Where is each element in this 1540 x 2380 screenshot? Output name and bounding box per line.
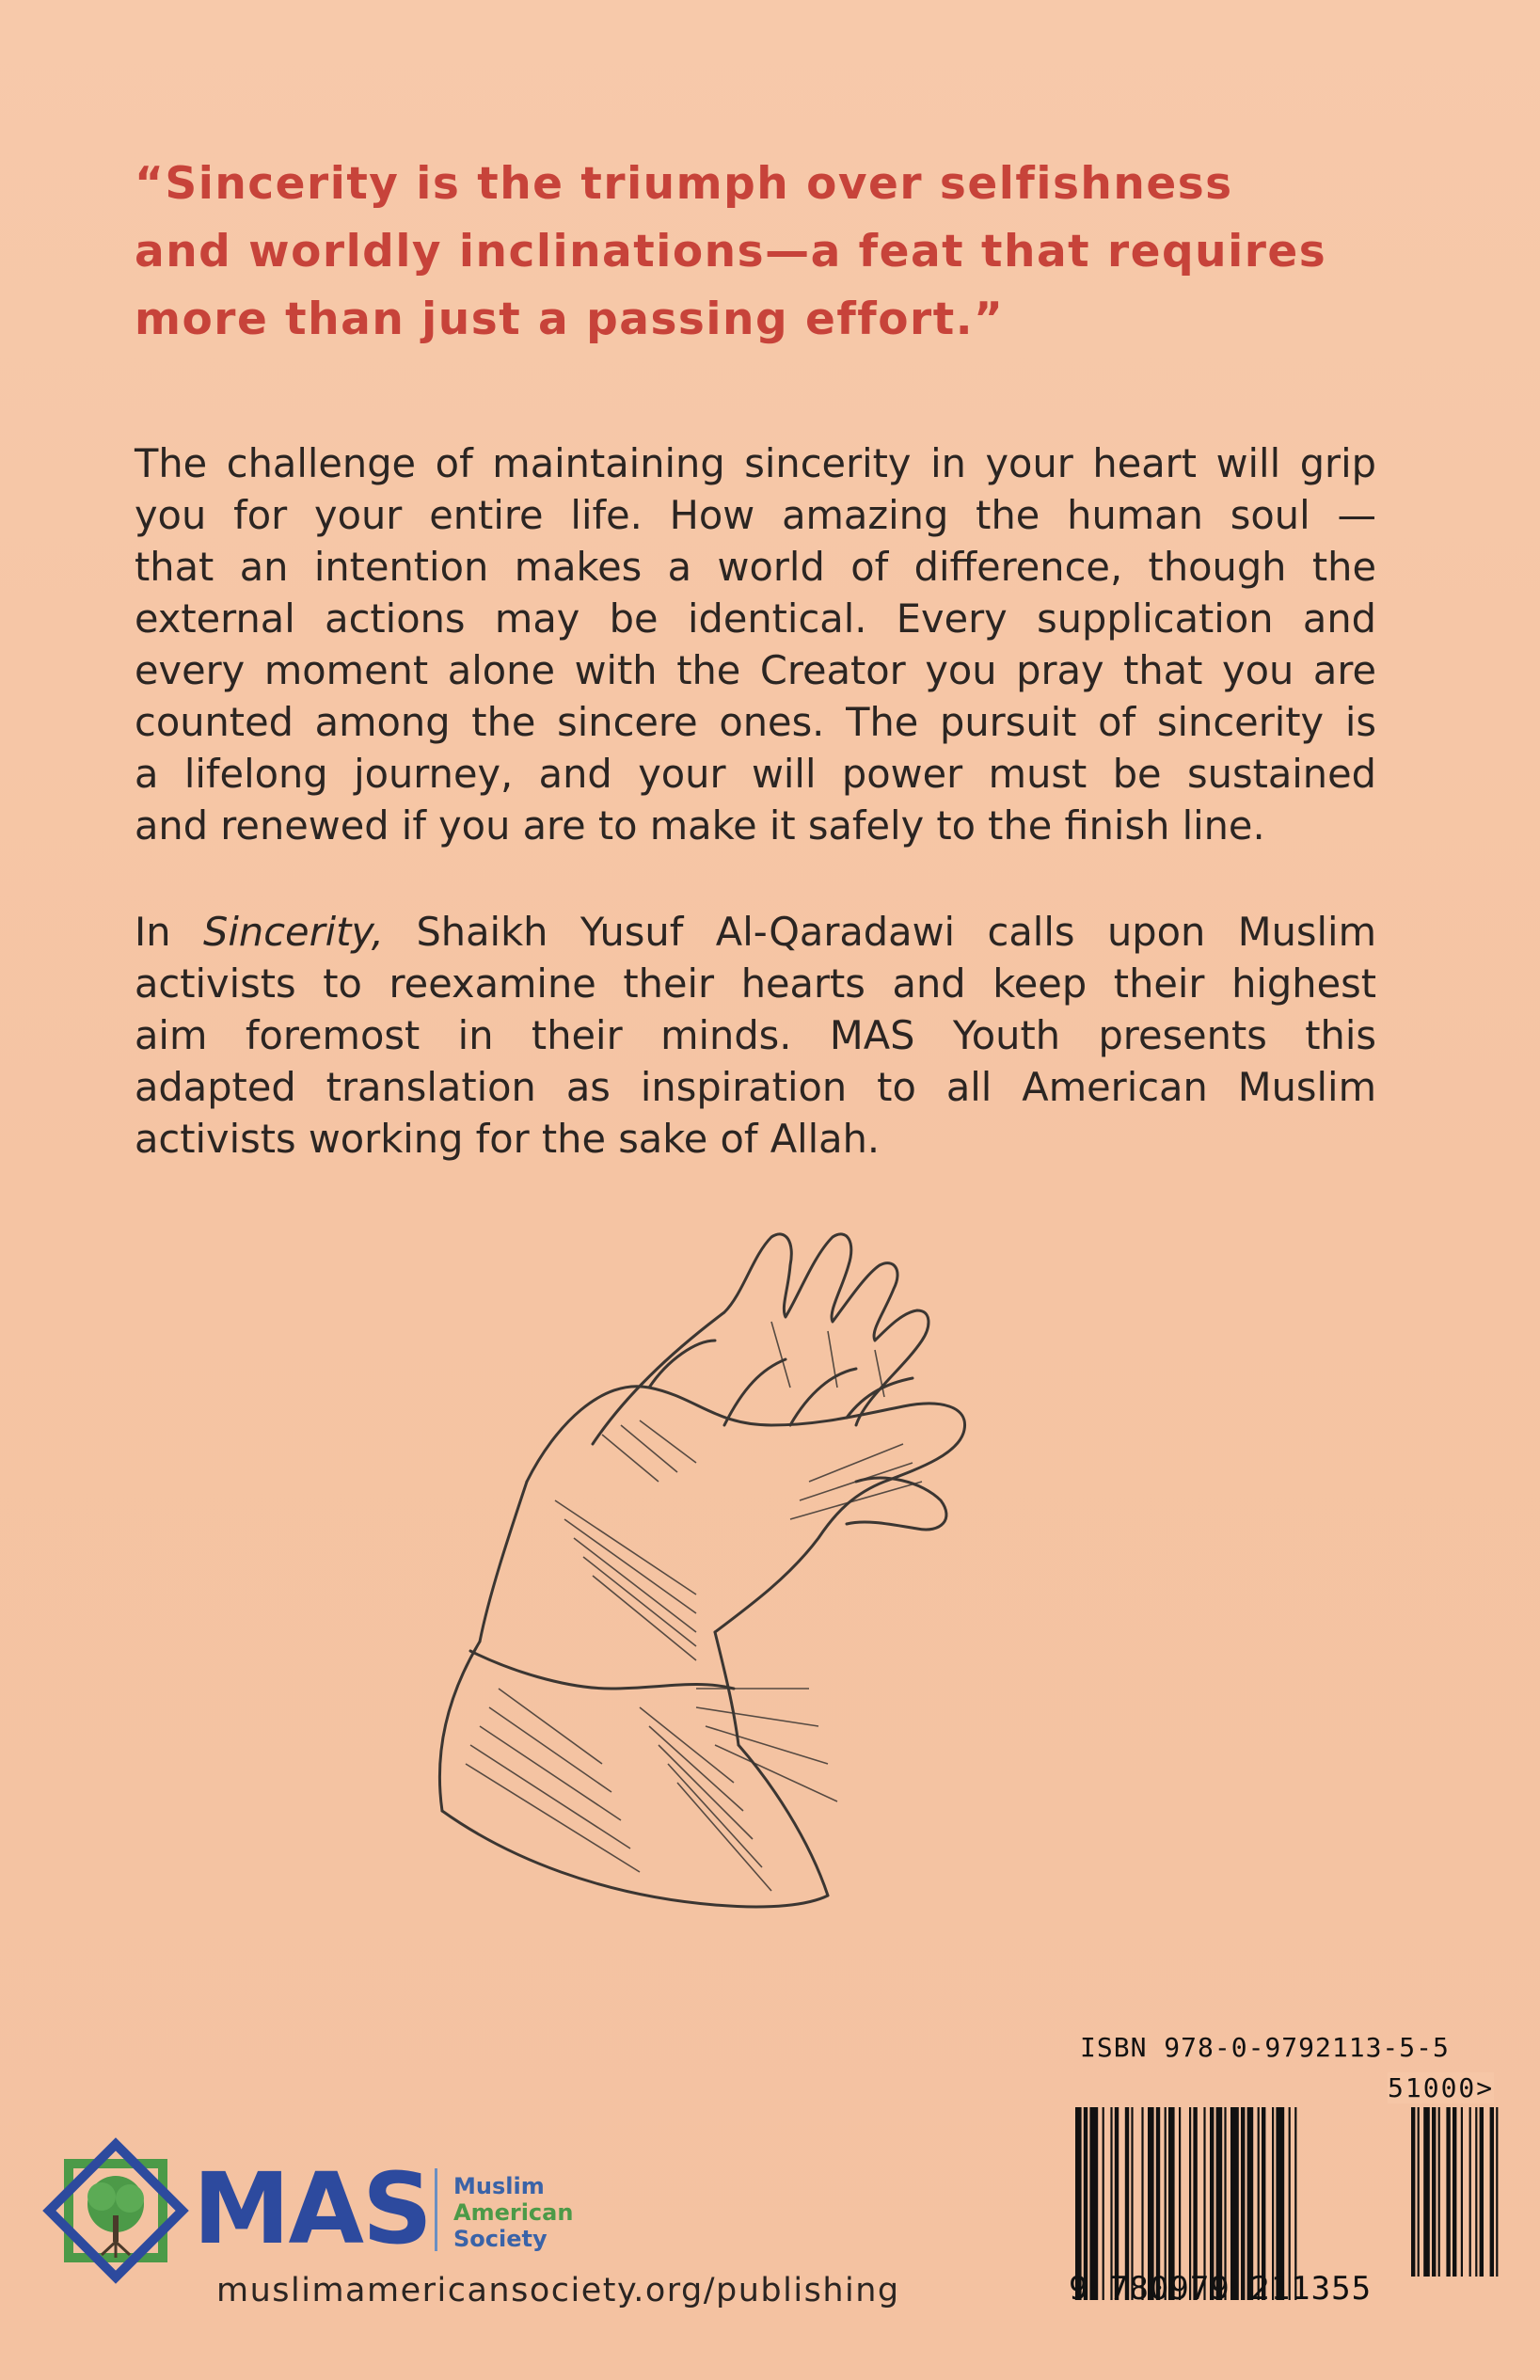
- paragraph-line: and renewed if you are to make it safely to the finish line.: [135, 802, 1265, 849]
- barcode-bar: [1438, 2107, 1440, 2277]
- barcode-bar: [1461, 2107, 1463, 2277]
- barcode-bar: [1453, 2107, 1456, 2277]
- paragraph-line: external actions may be identical. Every supplication and: [135, 595, 1376, 642]
- barcode-bar: [1490, 2107, 1494, 2277]
- barcode-digits: 9 780979 211355: [1069, 2270, 1373, 2308]
- paragraph-first-line-rest: Shaikh Yusuf Al-Qaradawi calls upon Muslim: [383, 909, 1377, 955]
- paragraph-line: The challenge of maintaining sincerity in your heart will grip: [135, 440, 1376, 486]
- tree-star-icon: [36, 2131, 196, 2291]
- paragraph-line-with-title: [135, 906, 1376, 958]
- praying-hands-icon: [414, 1199, 1148, 1933]
- paragraph-line: a lifelong journey, and your will power must be sustained: [135, 751, 1376, 797]
- paragraph-line: activists working for the sake of Allah.: [135, 1116, 881, 1162]
- paragraph-line: aim foremost in their minds. MAS Youth presents this: [135, 1012, 1376, 1058]
- barcode-bar: [1475, 2107, 1477, 2277]
- publisher-url: muslimamericansociety.org/publishing: [216, 2272, 900, 2309]
- publisher-acronym: MAS: [193, 2151, 431, 2266]
- paragraph-prefix: In: [135, 909, 204, 955]
- barcode-bar: [1418, 2107, 1420, 2277]
- publisher-name-line: American: [453, 2199, 574, 2226]
- paragraph-line: adapted translation as inspiration to all American Muslim: [135, 1064, 1376, 1110]
- price-code: 51000>: [1388, 2072, 1495, 2103]
- pull-quote: [135, 151, 1395, 354]
- quote-line: and worldly inclinations—a feat that requires: [135, 226, 1327, 278]
- logo-divider: [435, 2168, 437, 2251]
- paragraph-line: every moment alone with the Creator you pray that you are: [135, 647, 1376, 693]
- description-paragraph-1: [135, 437, 1376, 851]
- barcode-bar: [1423, 2107, 1430, 2277]
- quote-line: “Sincerity is the triumph over selfishness: [135, 158, 1233, 210]
- barcode-bar: [1480, 2107, 1484, 2277]
- paragraph-line: you for your entire life. How amazing the human soul —: [135, 492, 1376, 538]
- barcode-bar: [1411, 2107, 1415, 2277]
- barcode-bar: [1446, 2107, 1450, 2277]
- paragraph-line: that an intention makes a world of difference, though the: [135, 544, 1376, 590]
- publisher-name-line: Muslim: [453, 2173, 545, 2199]
- isbn-label: ISBN 978-0-9792113-5-5: [1080, 2032, 1450, 2063]
- paragraph-line: activists to reexamine their hearts and keep their highest: [135, 960, 1376, 1007]
- publisher-name-line: Society: [453, 2226, 548, 2252]
- book-title-italic: Sincerity,: [203, 909, 384, 955]
- paragraph-line: counted among the sincere ones. The pursuit of sincerity is: [135, 699, 1376, 745]
- barcode-bar: [1469, 2107, 1471, 2277]
- barcode-bar: [1496, 2107, 1498, 2277]
- quote-line: more than just a passing effort.”: [135, 294, 1005, 345]
- barcode-bar: [1432, 2107, 1436, 2277]
- description-paragraph-2: [135, 906, 1376, 1165]
